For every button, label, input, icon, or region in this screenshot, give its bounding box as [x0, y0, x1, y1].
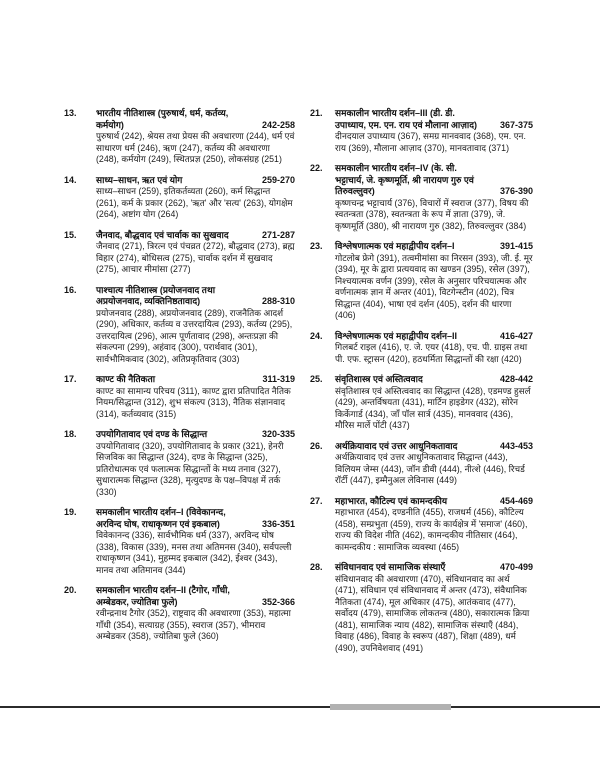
entry-title: साध्य–साधन, ऋत एवं योग — [96, 174, 183, 185]
entry-heading — [335, 163, 533, 198]
toc-entry-15 — [64, 230, 295, 276]
entry-title: समकालीन भारतीय दर्शन–I (विवेकानन्द, अरविन्द घोष, राधाकृष्णन एवं इकबाल) — [96, 507, 226, 529]
entry-title: भारतीय नीतिशास्त्र (पुरुषार्थ, धर्म, कर्तव्य, कर्मयोग) — [96, 108, 229, 130]
page-bottom-edge-gray-band — [330, 704, 451, 710]
toc-entry-18 — [64, 429, 295, 498]
entry-heading — [335, 496, 533, 508]
entry-number: 23. — [310, 241, 323, 251]
entry-number: 19. — [64, 507, 77, 517]
toc-entry-23 — [310, 241, 533, 322]
entry-description: पुरुषार्थ (242), श्रेयस तथा प्रेयस की अवधारणा (244), धर्म एवं साधारण धर्म (246), ऋण (247), कर्तव्य की अवधारणा (248), कर्मयोग (249), स्थितप्रज्ञ (250), लोकसंग्रह (251) — [96, 131, 295, 164]
entry-number: 22. — [310, 163, 323, 173]
toc-entry-20 — [64, 585, 295, 643]
entry-heading — [96, 175, 295, 187]
entry-body — [335, 374, 533, 432]
entry-number: 26. — [310, 440, 323, 451]
toc-entry-26 — [310, 441, 533, 487]
entry-number: 17. — [64, 374, 77, 384]
page-bottom-edge-line — [0, 706, 600, 708]
entry-description: संवृतिशास्त्र एवं अस्तित्ववाद का सिद्धान्त (428), एडमण्ड हुसर्ल (429), अन्तर्विषयता (431), मार्टिन हाइडेगर (432), सोरेन किर्केगार्ड (434), जाँ पॉल सार्त्र (435), मानववाद (436), मौरिस मार्ले पोंटी (437) — [335, 385, 531, 430]
entry-body — [335, 163, 533, 232]
toc-entry-19 — [64, 507, 295, 576]
toc-entry-17 — [64, 374, 295, 420]
entry-title: काण्ट की नैतिकता — [96, 374, 156, 384]
toc-entry-22 — [310, 163, 533, 232]
entry-body — [335, 562, 533, 654]
entry-heading — [96, 585, 295, 608]
toc-entry-28 — [310, 562, 533, 654]
entry-body — [96, 507, 295, 576]
entry-body — [96, 175, 295, 221]
entry-body — [96, 108, 295, 166]
entry-page-range: 352-366 — [261, 596, 295, 607]
entry-heading — [96, 230, 295, 242]
entry-number: 24. — [310, 330, 323, 341]
toc-entry-16 — [64, 285, 295, 366]
toc-column-left — [64, 108, 295, 652]
toc-entry-25 — [310, 374, 533, 432]
entry-description: अर्थक्रियावाद एवं उत्तर आधुनिकतावाद सिद्धान्त (443), विलियम जेम्स (443), जॉन डीवी (444), नीत्शे (446), रिचर्ड रॉर्टी (447), इम्मैनुअल लेविनास (449) — [335, 452, 525, 485]
entry-description: दीनदयाल उपाध्याय (367), समग्र मानववाद (368), एम. एन. राय (369), मौलाना आज़ाद (370), मानवतावाद (371) — [335, 131, 526, 153]
entry-page-range: 443-453 — [499, 440, 533, 451]
entry-description: गोटलोब फ्रेगे (391), तत्वमीमांसा का निरसन (393), जी. ई. मूर (394), मूर के द्वारा प्रत्ययवाद का खण्डन (395), रसेल (397), निश्चयात्मक वर्णन (399), रसेल के अनुसार परिचयात्मक और वर्णनात्मक ज्ञान में अन्तर (401), विटगेन्स्टीन (402), चित्र सिद्धान्त (404), भाषा एवं दर्शन (405), दर्शन की धारणा (406) — [335, 252, 533, 320]
entry-title: अर्थक्रियावाद एवं उत्तर आधुनिकतावाद — [335, 440, 458, 451]
entry-body — [335, 496, 533, 554]
entry-page-range: 242-258 — [261, 119, 295, 130]
entry-page-range: 336-351 — [261, 518, 295, 529]
toc-entry-27 — [310, 496, 533, 554]
entry-body — [335, 108, 533, 154]
entry-body — [96, 285, 295, 366]
entry-page-range: 470-499 — [499, 562, 533, 572]
entry-number: 15. — [64, 229, 77, 240]
entry-title: विश्लेषणात्मक एवं महाद्वीपीय दर्शन–I — [335, 241, 455, 251]
entry-number: 28. — [310, 562, 323, 572]
entry-page-range: 428-442 — [499, 374, 533, 384]
entry-page-range: 320-335 — [261, 429, 295, 439]
entry-number: 18. — [64, 429, 77, 439]
entry-description: रवीन्द्रनाथ टैगोर (352), राष्ट्रवाद की अवधारणा (353), महात्मा गाँधी (354), सत्याग्रह (355), स्वराज (357), भीमराव अम्बेडकर (358), ज्योतिबा फुले (360) — [96, 608, 291, 641]
entry-description: महाभारत (454), दण्डनीति (455), राजधर्म (456), कौटिल्य (458), सम्प्रभुता (459), राज्य के कार्यक्षेत्र में 'समाज' (460), राज्य की विदेश नीति (462), कामन्दकीय नीतिसार (464), कामन्दकीय : सामाजिक व्यवस्था (465) — [335, 507, 528, 552]
entry-page-range: 259-270 — [261, 174, 295, 185]
entry-number: 21. — [310, 108, 323, 118]
entry-heading — [96, 507, 295, 530]
entry-heading — [335, 562, 533, 574]
entry-title: विश्लेषणात्मक एवं महाद्वीपीय दर्शन–II — [335, 330, 458, 341]
toc-column-right — [310, 108, 533, 663]
entry-page-range: 367-375 — [499, 119, 533, 130]
entry-body — [335, 241, 533, 322]
entry-number: 16. — [64, 284, 77, 295]
entry-body — [96, 585, 295, 643]
entry-page-range: 416-427 — [499, 330, 533, 341]
entry-description: प्रयोजनवाद (288), अप्रयोजनवाद (289), राजनैतिक आदर्श (290), अधिकार, कर्तव्य व उत्तरदायित्व (293), कर्तव्य (295), उत्तरदायित्व (296), आत्म पूर्णतावाद (298), अन्तःप्रज्ञा की संकल्पना (299), अहंवाद (300), परार्थवाद (301), सार्वभौमिकवाद (302), अतिप्रकृतिवाद (303) — [96, 307, 293, 364]
entry-heading — [335, 108, 533, 131]
entry-title: समकालीन भारतीय दर्शन–II (टैगोर, गाँधी, अम्बेडकर, ज्योतिबा फुले) — [96, 585, 230, 607]
entry-description: कृष्णचन्द्र भट्टाचार्य (376), विचारों में स्वराज (377), विषय की स्वतन्त्रता (378), स्वतन्त्रता के रूप में ज्ञाता (379), जे. कृष्णमूर्ति (380), श्री नारायण गुरु (382), तिरुवल्लुवर (384) — [335, 197, 529, 231]
entry-page-range: 454-469 — [499, 495, 533, 506]
entry-heading — [335, 241, 533, 253]
entry-description: संविधानवाद की अवधारणा (470), संविधानवाद का अर्थ (471), संविधान एवं संविधानवाद में अन्तर (473), संवैधानिक नैतिकता (474), मूल अधिकार (475), आतंकवाद (477), सर्वोदय (479), सामाजिक लोकतन्त्र (480), सकारात्मक क्रिया (481), सामाजिक न्याय (482), सामाजिक संस्थाएँ (484), विवाह (486), विवाह के स्वरूप (487), शिक्षा (489), धर्म (490), उपनिवेशवाद (491) — [335, 573, 530, 653]
entry-heading — [96, 285, 295, 308]
entry-number: 27. — [310, 495, 323, 506]
entry-page-range: 376-390 — [499, 186, 533, 196]
toc-entry-21 — [310, 108, 533, 154]
entry-body — [335, 331, 533, 366]
entry-title: संविधानवाद एवं सामाजिक संस्थाएँ — [335, 562, 446, 572]
entry-heading — [96, 374, 295, 386]
entry-title: महाभारत, कौटिल्य एवं कामन्दकीय — [335, 495, 448, 506]
entry-page-range: 311-319 — [262, 374, 295, 384]
entry-description: साध्य–साधन (259), इतिकर्तव्यता (260), कर्म सिद्धान्त (261), कर्म के प्रकार (262), 'ऋत' और 'सत्य' (263), योगक्षेम (264), अष्टांग योग (264) — [96, 186, 293, 219]
entry-heading — [335, 331, 533, 343]
entry-title: पाश्चात्य नीतिशास्त्र (प्रयोजनवाद तथा अप्रयोजनवाद, व्यक्तिनिष्ठतावाद) — [96, 284, 216, 306]
entry-body — [96, 230, 295, 276]
entry-description: गिलबर्ट राइल (416), ए. जे. एयर (418), एच. पी. ग्राइस तथा पी. एफ. स्ट्रासन (420), हठधर्मिता सिद्धान्तों की रक्षा (420) — [335, 342, 528, 364]
entry-description: विवेकानन्द (336), सार्वभौमिक धर्म (337), अरविन्द घोष (338), विकास (339), मनस तथा अतिमनस (340), सर्वपल्ली राधाकृष्णन (341), मुहम्मद इकबाल (342), ईश्वर (343), मानव तथा अतिमानव (344) — [96, 530, 292, 575]
entry-number: 20. — [64, 585, 77, 595]
entry-number: 14. — [64, 174, 77, 185]
entry-title: समकालीन भारतीय दर्शन–IV (के. सी. भट्टाचार्य, जे. कृष्णमूर्ति, श्री नारायण गुरु एवं तिरुवल्लुवर) — [335, 163, 474, 196]
toc-entry-14 — [64, 175, 295, 221]
toc-entry-24 — [310, 331, 533, 366]
entry-page-range: 391-415 — [499, 241, 533, 251]
entry-title: उपयोगितावाद एवं दण्ड के सिद्धान्त — [96, 429, 208, 439]
entry-heading — [96, 108, 295, 131]
entry-body — [96, 429, 295, 498]
entry-body — [335, 441, 533, 487]
entry-page-range: 271-287 — [261, 229, 295, 240]
entry-number: 25. — [310, 374, 323, 384]
entry-heading — [335, 441, 533, 453]
entry-heading — [96, 429, 295, 441]
entry-page-range: 288-310 — [261, 296, 295, 306]
entry-body — [96, 374, 295, 420]
entry-description: काण्ट का सामान्य परिचय (311), काण्ट द्वारा प्रतिपादित नैतिक नियम/सिद्धान्त (312), शुभ संकल्प (313), नैतिक संज्ञानवाद (314), कर्तव्यवाद (315) — [96, 385, 291, 419]
entry-description: उपयोगितावाद (320), उपयोगितावाद के प्रकार (321), हेनरी सिजविक का सिद्धान्त (324), दण्ड के सिद्धान्त (325), प्रतिरोधात्मक एवं फलात्मक सिद्धान्तों के मध्य तनाव (327), सुधारात्मक सिद्धान्त (328), मृत्युदण्ड के पक्ष–विपक्ष में तर्क (330) — [96, 440, 284, 497]
entry-title: समकालीन भारतीय दर्शन–III (डी. डी. उपाध्याय, एम. एन. राय एवं मौलाना आज़ाद) — [335, 108, 478, 130]
entry-heading — [335, 374, 533, 386]
entry-title: जैनवाद, बौद्धवाद एवं चार्वाक का सुखवाद — [96, 229, 229, 240]
entry-description: जैनवाद (271), त्रिरत्न एवं पंचव्रत (272), बौद्धवाद (273), ब्रह्म विहार (274), बोधिसत्व (275), चार्वाक दर्शन में सुखवाद (275), आचार मीमांसा (277) — [96, 241, 295, 274]
entry-title: संवृतिशास्त्र एवं अस्तित्ववाद — [335, 374, 423, 384]
entry-number: 13. — [64, 108, 77, 118]
toc-entry-13 — [64, 108, 295, 166]
